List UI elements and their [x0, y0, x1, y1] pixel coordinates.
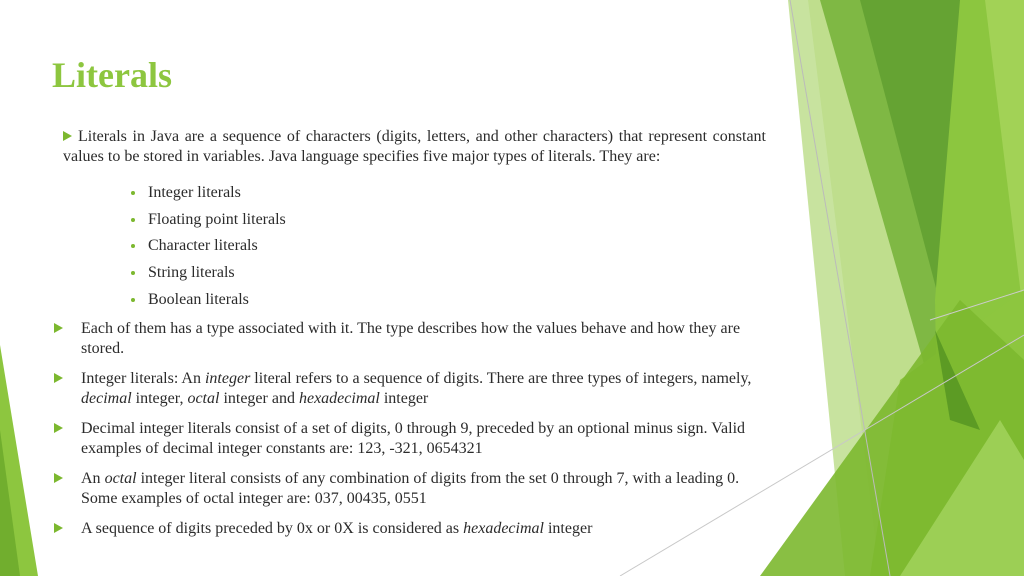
slide-content: Literals in Java are a sequence of characters (digits, letters, and other characters) that represent constant values to be stored in variables. Java language specifies five major types of literals. They are: Integer literals Floating point literals Character literals String literals Boolean literals Each of them has a type associated with it. The type describes how the values behave and how they are stored. Integer literals: An integer literal refers to a sequence of digits. There are three types of integers, namely, decimal integer, octal integer and hexadecimal integer Decimal integer literals consist of a set of digits, 0 through 9, preceded by an optional minus sign. Valid examples of decimal integer constants are: 123, -321, 0654321 An octal integer literal consists of any combination of digits from the set 0 through 7, with a leading 0. Some examples of octal integer are: 037, 00435, 0551 A sequence of digits preceded by 0x or 0X is considered as hexadecimal integer — [0, 0, 1024, 576]
list-item: Character literals — [131, 233, 286, 260]
triangle-bullet-icon — [54, 473, 63, 483]
dot-bullet-icon — [131, 218, 135, 222]
literal-types-list — [131, 180, 286, 314]
list-item: Integer literals — [131, 180, 286, 207]
dot-bullet-icon — [131, 244, 135, 248]
list-item: Floating point literals — [131, 207, 286, 234]
intro-text: Literals in Java are a sequence of characters (digits, letters, and other characters) that represent constant values to be stored in variables. Java language specifies five major types of literals. They are: — [63, 128, 766, 165]
list-item: String literals — [131, 260, 286, 287]
dot-bullet-icon — [131, 298, 135, 302]
triangle-bullet-icon — [63, 131, 72, 141]
triangle-bullet-icon — [54, 423, 63, 433]
page-title: Literals — [52, 55, 172, 95]
intro-paragraph — [63, 127, 766, 166]
triangle-bullet-icon — [54, 523, 63, 533]
triangle-bullet-icon — [54, 373, 63, 383]
dot-bullet-icon — [131, 191, 135, 195]
triangle-bullet-icon — [54, 323, 63, 333]
dot-bullet-icon — [131, 271, 135, 275]
list-item: Boolean literals — [131, 287, 286, 314]
